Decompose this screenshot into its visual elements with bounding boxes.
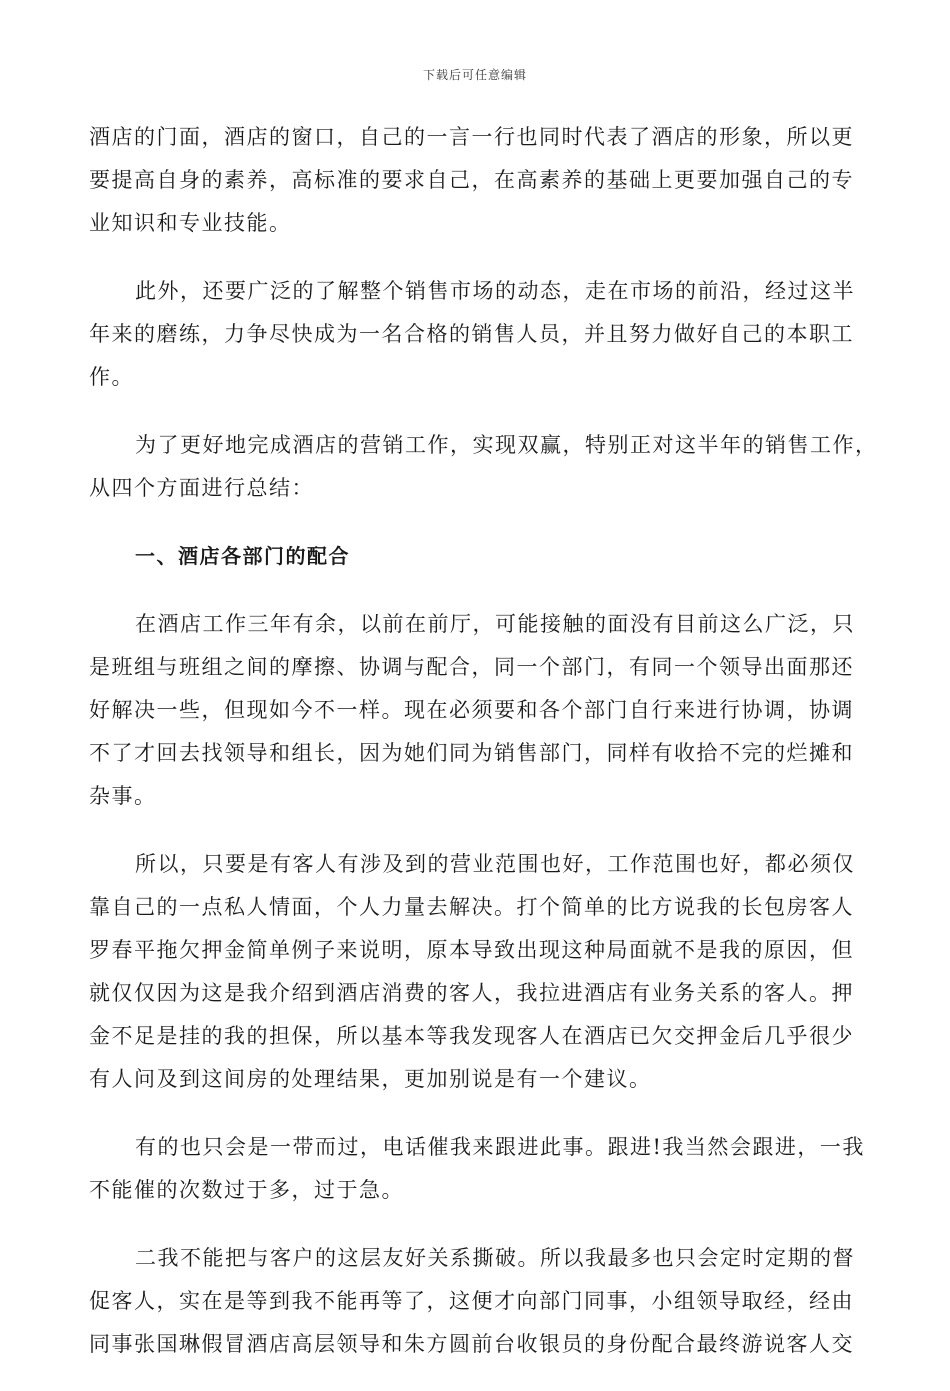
text-line: 不能催的次数过于多，过于急。 xyxy=(89,1178,404,1202)
page-header: 下载后可任意编辑 xyxy=(422,68,527,82)
heading-text: 一、酒店各部门的配合 xyxy=(135,544,350,568)
text-line: 在酒店工作三年有余，以前在前厅，可能接触的面没有目前这么广泛，只 xyxy=(135,612,855,636)
text-line: 酒店的门面，酒店的窗口，自己的一言一行也同时代表了酒店的形象，所以更 xyxy=(89,125,854,149)
text-line: 有的也只会是一带而过，电话催我来跟进此事。跟进!我当然会跟进，一我 xyxy=(135,1135,865,1159)
text-line: 此外，还要广泛的了解整个销售市场的动态，走在市场的前沿，经过这半 xyxy=(135,279,855,303)
paragraph xyxy=(89,603,861,818)
text-line: 业知识和专业技能。 xyxy=(89,211,292,235)
paragraph xyxy=(89,1237,861,1366)
paragraph xyxy=(89,270,861,399)
text-line: 二我不能把与客户的这层友好关系撕破。所以我最多也只会定时定期的督 xyxy=(135,1246,855,1270)
text-line: 所以，只要是有客人有涉及到的营业范围也好，工作范围也好，都必须仅 xyxy=(135,852,855,876)
text-line: 靠自己的一点私人情面，个人力量去解决。打个简单的比方说我的长包房客人 xyxy=(89,895,854,919)
text-line: 从四个方面进行总结： xyxy=(89,476,314,500)
text-line: 是班组与班组之间的摩擦、协调与配合，同一个部门，有同一个领导出面那还 xyxy=(89,655,854,679)
text-line: 年来的磨练，力争尽快成为一名合格的销售人员，并且努力做好自己的本职工 xyxy=(89,322,854,346)
text-line: 就仅仅因为这是我介绍到酒店消费的客人，我拉进酒店有业务关系的客人。押 xyxy=(89,981,854,1005)
paragraph xyxy=(89,424,878,510)
section-heading xyxy=(89,535,861,578)
text-line: 要提高自身的素养，高标准的要求自己，在高素养的基础上更要加强自己的专 xyxy=(89,168,854,192)
text-line: 不了才回去找领导和组长，因为她们同为销售部门，同样有收拾不完的烂摊和 xyxy=(89,741,854,765)
text-line: 罗春平拖欠押金简单例子来说明，原本导致出现这种局面就不是我的原因，但 xyxy=(89,938,854,962)
text-line: 同事张国琳假冒酒店高层领导和朱方圆前台收银员的身份配合最终游说客人交 xyxy=(89,1332,854,1356)
text-line: 为了更好地完成酒店的营销工作，实现双赢，特别正对这半年的销售工作， xyxy=(135,433,878,457)
paragraph xyxy=(89,1126,865,1212)
text-line: 好解决一些，但现如今不一样。现在必须要和各个部门自行来进行协调，协调 xyxy=(89,698,854,722)
text-line: 促客人，实在是等到我不能再等了，这便才向部门同事，小组领导取经，经由 xyxy=(89,1289,854,1313)
paragraph xyxy=(89,116,861,245)
text-line: 金不足是挂的我的担保，所以基本等我发现客人在酒店已欠交押金后几乎很少 xyxy=(89,1024,854,1048)
document-body xyxy=(89,116,878,1391)
text-line: 作。 xyxy=(89,365,134,389)
paragraph xyxy=(89,843,861,1101)
text-line: 有人问及到这间房的处理结果，更加别说是有一个建议。 xyxy=(89,1067,652,1091)
text-line: 杂事。 xyxy=(89,784,157,808)
